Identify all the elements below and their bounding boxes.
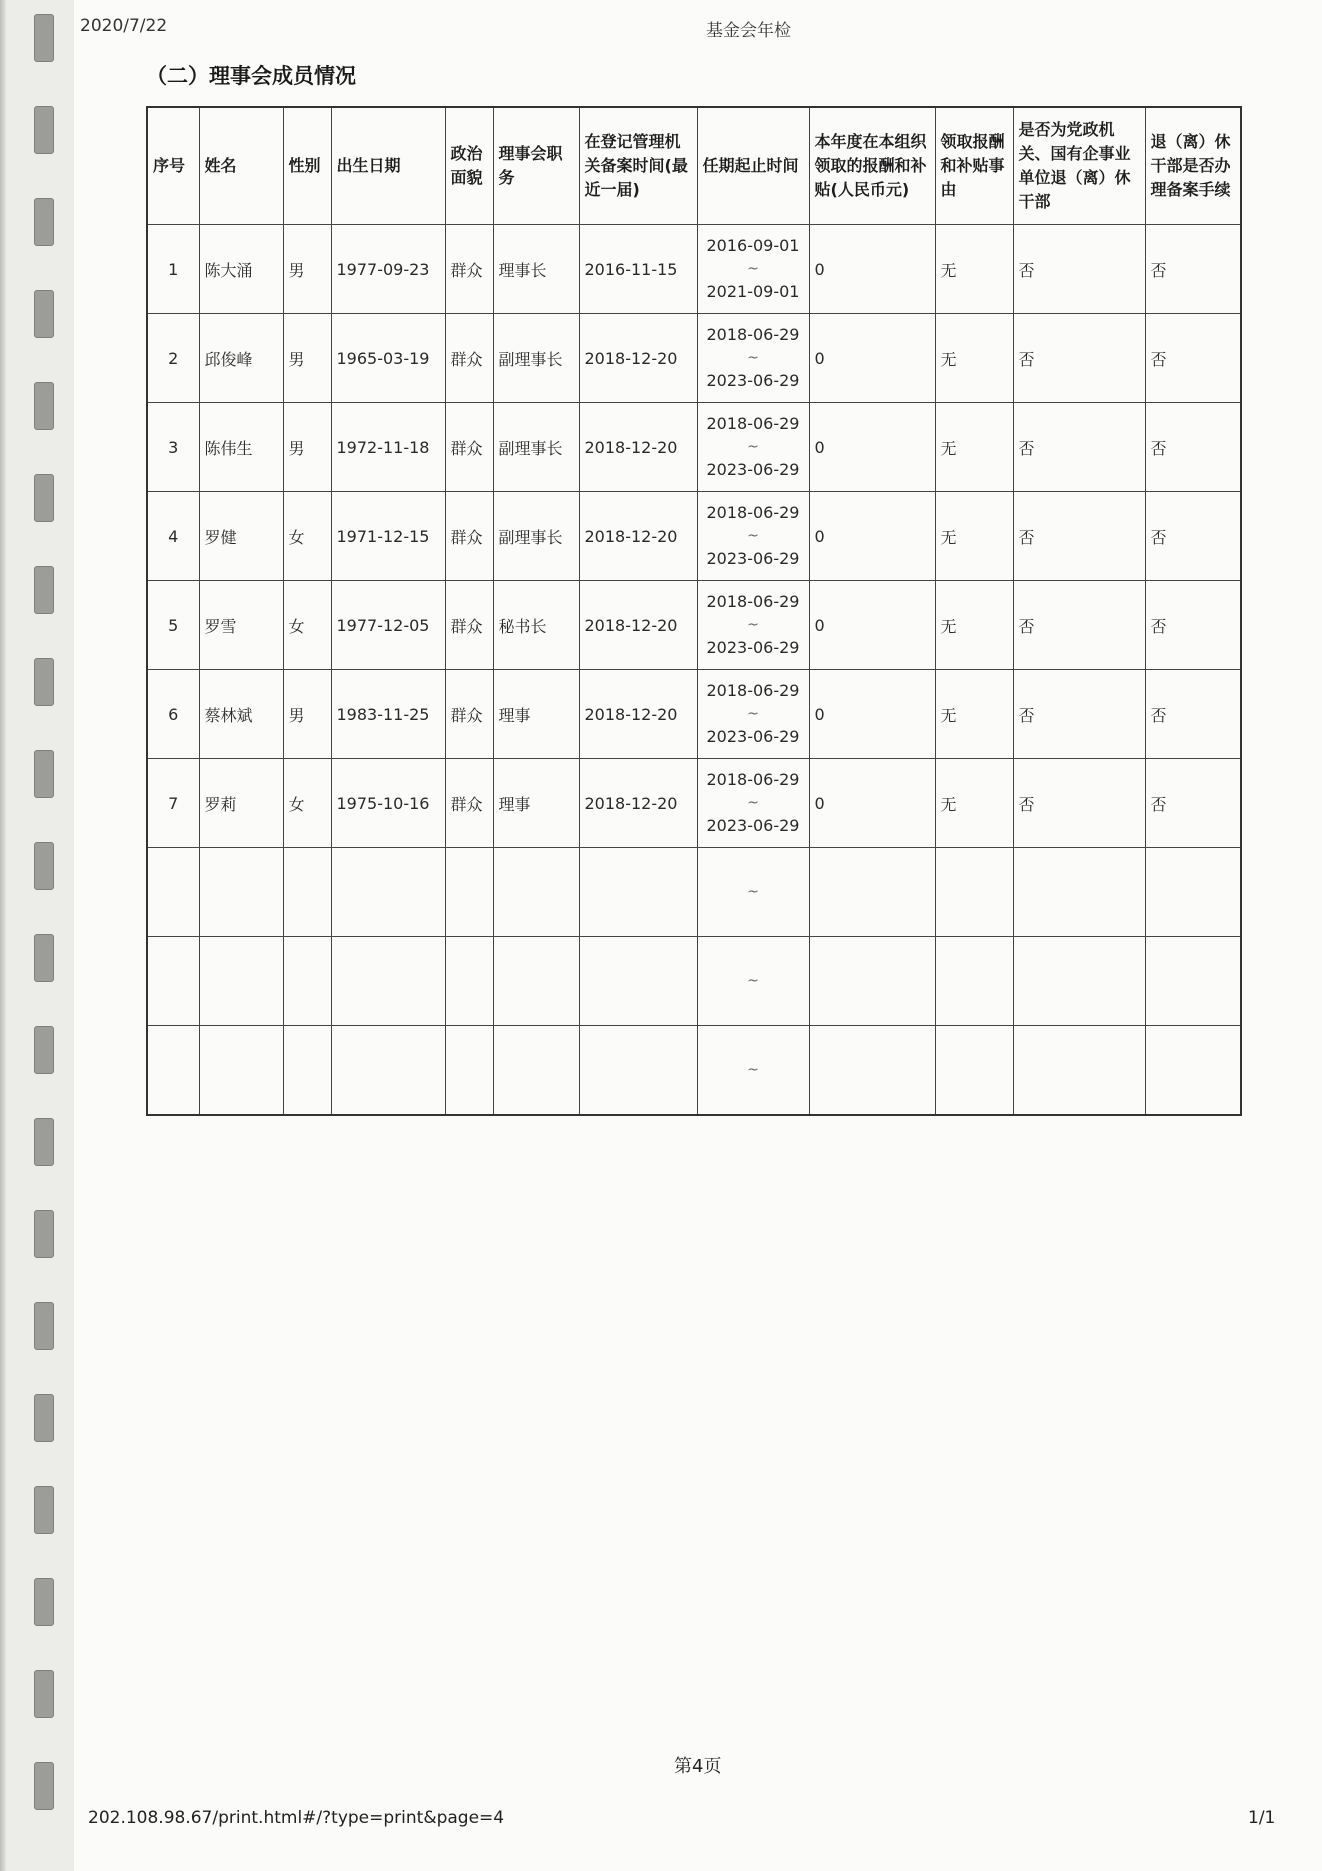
- compensation-reason: 无: [935, 670, 1013, 759]
- retired-official-flag: 否: [1013, 670, 1145, 759]
- print-url: 202.108.98.67/print.html#/?type=print&page=4: [88, 1808, 505, 1828]
- perforation-hole: [34, 1670, 54, 1718]
- term-end: 2023-06-29: [706, 549, 800, 568]
- term-start: 2018-06-29: [706, 503, 800, 522]
- print-date: 2020/7/22: [80, 16, 168, 36]
- term-end: 2023-06-29: [706, 460, 800, 479]
- term-separator: ~: [747, 617, 759, 633]
- term-separator: ~: [747, 795, 759, 811]
- row-index: 4: [147, 492, 199, 581]
- row-index: [147, 937, 199, 1026]
- perforated-strip: [0, 0, 75, 1871]
- perforation-hole: [34, 1118, 54, 1166]
- political-status: 群众: [445, 225, 493, 314]
- perforation-hole: [34, 106, 54, 154]
- term-separator: ~: [747, 261, 759, 277]
- row-index: 3: [147, 403, 199, 492]
- birth-date: 1977-12-05: [331, 581, 445, 670]
- row-index: 7: [147, 759, 199, 848]
- perforation-hole: [34, 198, 54, 246]
- paper-edge: [0, 0, 6, 1871]
- filing-date: 2018-12-20: [579, 492, 697, 581]
- filing-date: 2016-11-15: [579, 225, 697, 314]
- table-row: [147, 670, 1241, 759]
- member-name: [199, 848, 283, 937]
- table-row: [147, 848, 1241, 937]
- compensation-amount: 0: [809, 759, 935, 848]
- retired-filing-flag: 否: [1145, 759, 1241, 848]
- filing-date: [579, 1026, 697, 1116]
- birth-date: [331, 937, 445, 1026]
- retired-official-flag: 否: [1013, 314, 1145, 403]
- compensation-amount: 0: [809, 403, 935, 492]
- compensation-amount: 0: [809, 225, 935, 314]
- row-index: [147, 1026, 199, 1116]
- document-page: [74, 0, 1322, 1871]
- row-index: 6: [147, 670, 199, 759]
- column-header: 姓名: [199, 107, 283, 225]
- column-header: 任期起止时间: [697, 107, 809, 225]
- term-end: 2023-06-29: [706, 816, 800, 835]
- political-status: 群众: [445, 581, 493, 670]
- perforation-hole: [34, 1762, 54, 1810]
- member-gender: 女: [283, 759, 331, 848]
- table-row: [147, 403, 1241, 492]
- perforation-hole: [34, 566, 54, 614]
- retired-filing-flag: [1145, 1026, 1241, 1116]
- member-name: 陈大涌: [199, 225, 283, 314]
- retired-filing-flag: 否: [1145, 492, 1241, 581]
- retired-official-flag: 否: [1013, 492, 1145, 581]
- retired-official-flag: [1013, 937, 1145, 1026]
- retired-filing-flag: 否: [1145, 670, 1241, 759]
- compensation-amount: 0: [809, 314, 935, 403]
- table-row: [147, 1026, 1241, 1116]
- table-row: [147, 492, 1241, 581]
- table-row: [147, 225, 1241, 314]
- member-gender: [283, 937, 331, 1026]
- member-name: 罗莉: [199, 759, 283, 848]
- political-status: 群众: [445, 403, 493, 492]
- perforation-hole: [34, 474, 54, 522]
- table-row: [147, 937, 1241, 1026]
- term-period: [697, 492, 809, 581]
- birth-date: 1975-10-16: [331, 759, 445, 848]
- member-gender: 男: [283, 314, 331, 403]
- political-status: [445, 1026, 493, 1116]
- political-status: 群众: [445, 759, 493, 848]
- term-start: 2018-06-29: [706, 592, 800, 611]
- board-position: 副理事长: [493, 492, 579, 581]
- column-header: 在登记管理机关备案时间(最近一届): [579, 107, 697, 225]
- term-period: [697, 1026, 809, 1116]
- member-gender: 女: [283, 492, 331, 581]
- political-status: 群众: [445, 492, 493, 581]
- member-name: 邱俊峰: [199, 314, 283, 403]
- compensation-amount: 0: [809, 492, 935, 581]
- perforation-hole: [34, 658, 54, 706]
- retired-official-flag: 否: [1013, 225, 1145, 314]
- perforation-hole: [34, 750, 54, 798]
- row-index: 1: [147, 225, 199, 314]
- member-name: 陈伟生: [199, 403, 283, 492]
- term-period: [697, 937, 809, 1026]
- filing-date: 2018-12-20: [579, 759, 697, 848]
- term-separator: ~: [747, 1062, 759, 1078]
- table-row: [147, 581, 1241, 670]
- term-start: 2018-06-29: [706, 681, 800, 700]
- retired-official-flag: 否: [1013, 581, 1145, 670]
- compensation-amount: [809, 937, 935, 1026]
- term-period: [697, 403, 809, 492]
- filing-date: 2018-12-20: [579, 314, 697, 403]
- term-start: 2018-06-29: [706, 770, 800, 789]
- board-position: [493, 937, 579, 1026]
- page-number: 第4页: [674, 1756, 722, 1777]
- perforation-hole: [34, 1486, 54, 1534]
- political-status: [445, 937, 493, 1026]
- birth-date: 1977-09-23: [331, 225, 445, 314]
- member-gender: 男: [283, 403, 331, 492]
- birth-date: [331, 1026, 445, 1116]
- perforation-hole: [34, 1302, 54, 1350]
- filing-date: 2018-12-20: [579, 581, 697, 670]
- political-status: 群众: [445, 670, 493, 759]
- table-row: [147, 314, 1241, 403]
- retired-official-flag: 否: [1013, 403, 1145, 492]
- term-separator: ~: [747, 884, 759, 900]
- term-start: 2018-06-29: [706, 414, 800, 433]
- column-header: 本年度在本组织领取的报酬和补贴(人民币元): [809, 107, 935, 225]
- political-status: [445, 848, 493, 937]
- filing-date: 2018-12-20: [579, 670, 697, 759]
- birth-date: 1983-11-25: [331, 670, 445, 759]
- term-start: 2016-09-01: [706, 236, 800, 255]
- birth-date: 1972-11-18: [331, 403, 445, 492]
- term-separator: ~: [747, 528, 759, 544]
- term-separator: ~: [747, 439, 759, 455]
- compensation-reason: 无: [935, 581, 1013, 670]
- filing-date: [579, 937, 697, 1026]
- perforation-hole: [34, 1578, 54, 1626]
- filing-date: 2018-12-20: [579, 403, 697, 492]
- compensation-reason: [935, 1026, 1013, 1116]
- member-gender: 男: [283, 670, 331, 759]
- term-period: [697, 581, 809, 670]
- member-name: 罗雪: [199, 581, 283, 670]
- member-gender: 女: [283, 581, 331, 670]
- document-title: 基金会年检: [706, 21, 791, 41]
- retired-official-flag: [1013, 1026, 1145, 1116]
- table-row: [147, 759, 1241, 848]
- retired-filing-flag: 否: [1145, 581, 1241, 670]
- term-separator: ~: [747, 706, 759, 722]
- board-position: [493, 1026, 579, 1116]
- board-position: 理事: [493, 670, 579, 759]
- perforation-hole: [34, 1210, 54, 1258]
- column-header: 序号: [147, 107, 199, 225]
- section-title: （二）理事会成员情况: [146, 64, 356, 88]
- perforation-hole: [34, 934, 54, 982]
- compensation-reason: 无: [935, 314, 1013, 403]
- member-name: 罗健: [199, 492, 283, 581]
- perforation-hole: [34, 1394, 54, 1442]
- board-position: 理事长: [493, 225, 579, 314]
- compensation-reason: [935, 848, 1013, 937]
- compensation-reason: 无: [935, 492, 1013, 581]
- compensation-amount: 0: [809, 670, 935, 759]
- perforation-hole: [34, 290, 54, 338]
- column-header: 退（离）休干部是否办理备案手续: [1145, 107, 1241, 225]
- compensation-amount: [809, 848, 935, 937]
- retired-filing-flag: 否: [1145, 225, 1241, 314]
- retired-filing-flag: 否: [1145, 314, 1241, 403]
- board-members-table: [146, 106, 1242, 1116]
- member-name: [199, 937, 283, 1026]
- birth-date: [331, 848, 445, 937]
- table-body: [147, 225, 1241, 1116]
- term-end: 2023-06-29: [706, 727, 800, 746]
- board-position: 副理事长: [493, 314, 579, 403]
- column-header: 理事会职务: [493, 107, 579, 225]
- term-separator: ~: [747, 350, 759, 366]
- birth-date: 1965-03-19: [331, 314, 445, 403]
- board-position: 秘书长: [493, 581, 579, 670]
- member-name: 蔡林斌: [199, 670, 283, 759]
- term-period: [697, 314, 809, 403]
- column-header: 领取报酬和补贴事由: [935, 107, 1013, 225]
- term-end: 2023-06-29: [706, 638, 800, 657]
- page-count: 1/1: [1248, 1808, 1276, 1828]
- table-header-row: [147, 107, 1241, 225]
- retired-filing-flag: 否: [1145, 403, 1241, 492]
- member-gender: [283, 848, 331, 937]
- term-end: 2023-06-29: [706, 371, 800, 390]
- term-start: 2018-06-29: [706, 325, 800, 344]
- filing-date: [579, 848, 697, 937]
- term-period: [697, 225, 809, 314]
- compensation-reason: 无: [935, 759, 1013, 848]
- political-status: 群众: [445, 314, 493, 403]
- compensation-reason: 无: [935, 225, 1013, 314]
- row-index: [147, 848, 199, 937]
- compensation-reason: 无: [935, 403, 1013, 492]
- perforation-hole: [34, 842, 54, 890]
- birth-date: 1971-12-15: [331, 492, 445, 581]
- term-period: [697, 848, 809, 937]
- term-end: 2021-09-01: [706, 282, 800, 301]
- board-position: [493, 848, 579, 937]
- retired-filing-flag: [1145, 848, 1241, 937]
- compensation-amount: [809, 1026, 935, 1116]
- perforation-hole: [34, 382, 54, 430]
- compensation-reason: [935, 937, 1013, 1026]
- column-header: 政治面貌: [445, 107, 493, 225]
- column-header: 是否为党政机关、国有企事业单位退（离）休干部: [1013, 107, 1145, 225]
- term-period: [697, 759, 809, 848]
- retired-official-flag: 否: [1013, 759, 1145, 848]
- retired-official-flag: [1013, 848, 1145, 937]
- member-gender: [283, 1026, 331, 1116]
- row-index: 5: [147, 581, 199, 670]
- column-header: 性别: [283, 107, 331, 225]
- term-separator: ~: [747, 973, 759, 989]
- board-position: 副理事长: [493, 403, 579, 492]
- member-name: [199, 1026, 283, 1116]
- perforation-hole: [34, 1026, 54, 1074]
- perforation-hole: [34, 14, 54, 62]
- retired-filing-flag: [1145, 937, 1241, 1026]
- compensation-amount: 0: [809, 581, 935, 670]
- term-period: [697, 670, 809, 759]
- member-gender: 男: [283, 225, 331, 314]
- row-index: 2: [147, 314, 199, 403]
- board-position: 理事: [493, 759, 579, 848]
- column-header: 出生日期: [331, 107, 445, 225]
